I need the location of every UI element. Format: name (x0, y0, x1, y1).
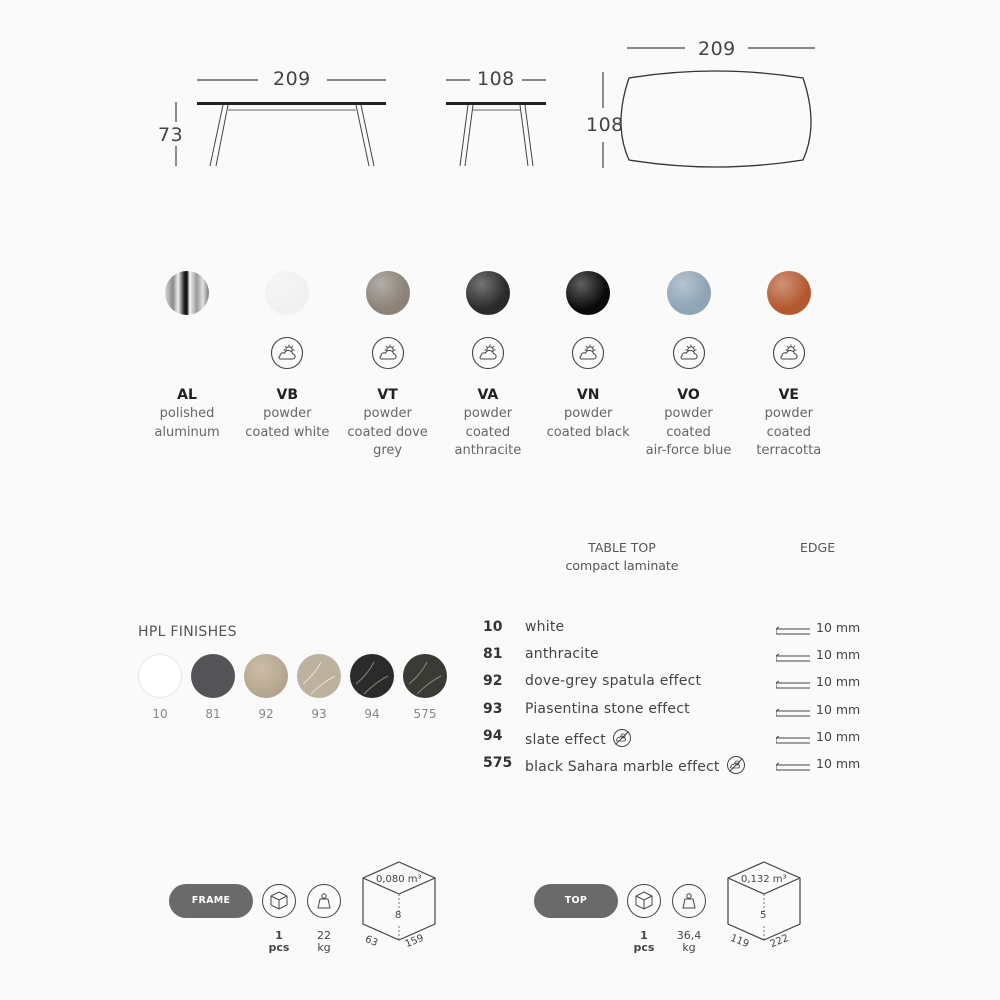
table-top-title: TABLE TOP (588, 540, 656, 555)
package-count-icon (261, 883, 297, 919)
end-depth-label: 108 (477, 68, 515, 90)
top-row-name: dove-grey spatula effect (525, 673, 702, 690)
package-height: 5 (760, 910, 767, 921)
weight-icon (671, 883, 707, 919)
outdoor-icon (571, 336, 605, 370)
finish-description (533, 405, 643, 442)
package-count-number: 1 (275, 929, 283, 942)
edge-profile-icon (776, 731, 810, 743)
finish-description (232, 405, 342, 442)
packaging-label-pill: FRAME (169, 884, 253, 918)
package-weight (304, 930, 344, 954)
package-depth: 119 (728, 932, 751, 951)
package-depth: 63 (363, 934, 380, 949)
finish-description-line: aluminum (154, 424, 220, 440)
finish-description (734, 405, 844, 461)
finish-description-line: coated dove (347, 424, 428, 440)
finish-description (333, 405, 443, 461)
hpl-swatch-number: 92 (258, 707, 274, 721)
finish-code: VB (276, 387, 299, 403)
finish-description-line: terracotta (756, 443, 822, 458)
top-row-code: 93 (483, 700, 503, 717)
finish-description-line: powder (563, 406, 613, 421)
top-row-name: white (525, 619, 565, 635)
side-width-label: 209 (273, 68, 311, 90)
finish-description (634, 405, 744, 461)
top-row-code: 575 (483, 755, 513, 771)
top-row-name: slate effect (525, 728, 632, 752)
top-row-name: black Sahara marble effect (525, 755, 746, 779)
finish-code: VN (576, 387, 600, 403)
outdoor-icon (471, 336, 505, 370)
top-width-label: 209 (698, 38, 736, 60)
package-weight-value: 22 (317, 929, 331, 942)
finish-description-line: powder (664, 406, 713, 421)
package-width: 222 (768, 932, 791, 951)
finish-description-line: coated (465, 424, 511, 440)
edge-title: EDGE (800, 540, 836, 555)
hpl-swatch-575[interactable] (403, 654, 447, 698)
finish-description-line: powder (764, 406, 814, 421)
hpl-swatch-number: 575 (413, 707, 437, 721)
finish-swatch-vn[interactable] (566, 271, 610, 315)
package-count-unit: pcs (633, 941, 655, 954)
finish-description-line: coated black (546, 424, 630, 440)
finish-swatch-vo[interactable] (667, 271, 711, 315)
hpl-swatch-10[interactable] (138, 654, 182, 698)
finish-code: VA (477, 387, 499, 403)
finish-swatch-al[interactable] (165, 271, 209, 315)
package-count-number: 1 (640, 929, 648, 942)
package-weight (669, 930, 709, 954)
package-height: 8 (395, 910, 402, 921)
outdoor-icon (270, 336, 304, 370)
finish-code: VE (778, 387, 799, 403)
edge-thickness: 10 mm (816, 620, 861, 635)
not-outdoor-icon (612, 728, 632, 752)
finish-swatch-vb[interactable] (265, 271, 309, 315)
finish-description (132, 405, 242, 442)
finish-code: VT (377, 387, 398, 403)
hpl-swatch-number: 10 (152, 707, 168, 721)
outdoor-icon (371, 336, 405, 370)
edge-thickness: 10 mm (816, 647, 861, 663)
finish-description (433, 405, 543, 461)
finish-description-line: grey (373, 443, 403, 458)
package-weight-unit: kg (317, 941, 331, 954)
not-outdoor-icon (726, 755, 746, 779)
package-volume: 0,132 m³ (741, 874, 787, 885)
finish-description-line: anthracite (454, 443, 522, 458)
package-volume: 0,080 m³ (376, 874, 422, 885)
top-row-code: 81 (483, 646, 503, 663)
top-row-code: 92 (483, 673, 503, 690)
hpl-title: HPL FINISHES (138, 624, 237, 640)
finish-description-line: powder (363, 406, 412, 421)
edge-thickness: 10 mm (816, 674, 861, 690)
edge-thickness: 10 mm (816, 756, 861, 771)
package-weight-value: 36,4 (676, 929, 702, 942)
hpl-swatch-81[interactable] (191, 654, 235, 698)
finish-description-line: coated white (245, 424, 330, 440)
edge-thickness: 10 mm (816, 728, 861, 744)
side-height-label: 73 (158, 124, 184, 146)
package-count-icon (626, 883, 662, 919)
package-width: 159 (403, 932, 426, 951)
top-row-name: anthracite (525, 646, 599, 663)
finish-code: VO (677, 387, 700, 403)
finish-swatch-vt[interactable] (366, 271, 410, 315)
finish-swatch-ve[interactable] (767, 271, 811, 315)
finish-description-line: powder (263, 406, 312, 421)
edge-profile-icon (776, 622, 810, 634)
edge-profile-icon (776, 676, 810, 688)
finish-description-line: air-force blue (645, 443, 732, 458)
hpl-swatch-number: 94 (364, 707, 380, 721)
finish-description-line: coated (766, 424, 811, 440)
table-top-subtitle: compact laminate (565, 558, 679, 573)
hpl-swatch-number: 81 (205, 707, 221, 721)
package-count (624, 930, 664, 954)
finish-description-line: coated (666, 424, 711, 440)
hpl-swatch-92[interactable] (244, 654, 288, 698)
outdoor-icon (772, 336, 806, 370)
top-row-code: 94 (483, 727, 503, 744)
top-row-code: 10 (483, 619, 503, 635)
edge-profile-icon (776, 758, 810, 770)
edge-profile-icon (776, 704, 810, 716)
top-depth-label: 108 (586, 114, 624, 136)
hpl-swatch-94[interactable] (350, 654, 394, 698)
hpl-swatch-93[interactable] (297, 654, 341, 698)
packaging-label-pill: TOP (534, 884, 618, 918)
finish-code: AL (177, 387, 197, 403)
top-row-name: Piasentina stone effect (525, 700, 690, 717)
package-count-unit: pcs (268, 941, 290, 954)
package-weight-unit: kg (682, 941, 696, 954)
edge-thickness: 10 mm (816, 701, 861, 717)
hpl-swatch-number: 93 (311, 707, 327, 721)
weight-icon (306, 883, 342, 919)
finish-description-line: polished (159, 406, 215, 421)
finish-description-line: powder (463, 406, 513, 421)
finish-swatch-va[interactable] (466, 271, 510, 315)
package-count (259, 930, 299, 954)
edge-profile-icon (776, 649, 810, 661)
outdoor-icon (672, 336, 706, 370)
